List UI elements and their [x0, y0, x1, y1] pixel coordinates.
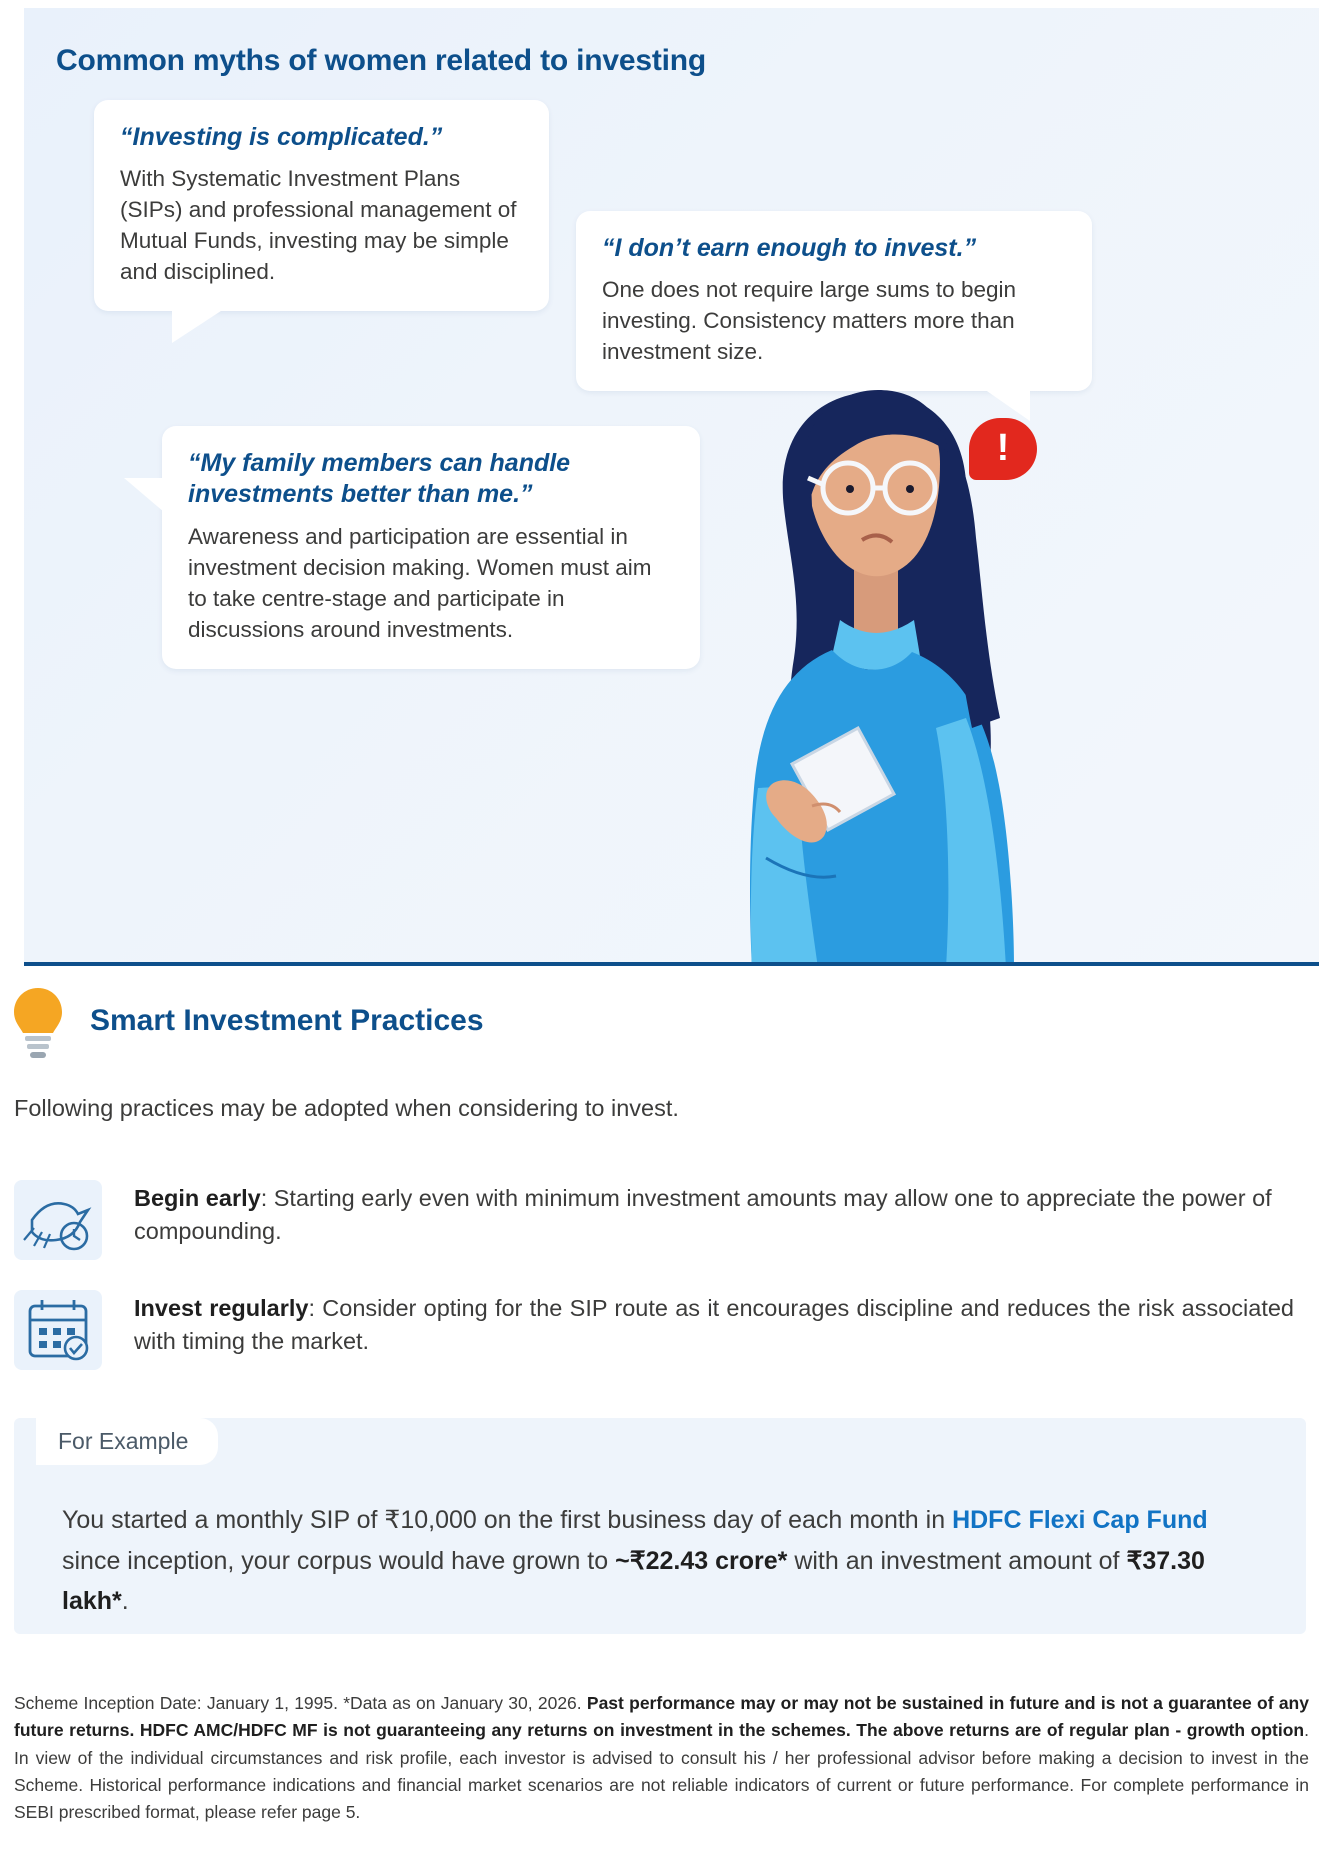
myth-answer: Awareness and participation are essential in investment decision making. Women must aim to take centre-stage and participate in discussions around investments. [188, 523, 652, 642]
practice-bold-label: Invest regularly [134, 1295, 309, 1321]
myth-bubble-3 [162, 426, 700, 669]
myth-answer: With Systematic Investment Plans (SIPs) and professional management of Mutual Funds, investing may be simple and disciplined. [120, 166, 517, 285]
fund-name: HDFC Flexi Cap Fund [952, 1506, 1208, 1534]
example-part2: since inception, your corpus would have grown to [62, 1546, 616, 1575]
example-body [62, 1500, 1272, 1622]
myth-bubble-2 [576, 211, 1092, 391]
bubble-tail [124, 478, 164, 512]
practice-bold-label: Begin early [134, 1185, 261, 1211]
myths-panel [24, 8, 1319, 966]
myth-quote: “Investing is complicated.” [120, 123, 443, 151]
footnote-disclaimer [14, 1690, 1309, 1826]
example-part1: You started a monthly SIP of ₹10,000 on the first business day of each month in [62, 1506, 953, 1534]
practice-body: : Starting early even with minimum investment amounts may allow one to appreciate the power of compounding. [134, 1185, 1272, 1245]
section-divider [24, 962, 1319, 966]
smart-practices-lead: Following practices may be adopted when considering to invest. [14, 1095, 679, 1121]
lightbulb-icon [12, 986, 64, 1062]
practice-text [134, 1180, 1304, 1249]
practice-text [134, 1290, 1294, 1359]
smart-practices-title: Smart Investment Practices [90, 1004, 484, 1037]
bird-clock-icon [14, 1180, 102, 1260]
example-part3: with an investment amount of [787, 1546, 1127, 1575]
myth-quote: “My family members can handle investments better than me.” [188, 449, 571, 509]
example-part4: . [121, 1587, 129, 1615]
myth-answer: One does not require large sums to begin investing. Consistency matters more than investment size. [602, 277, 1016, 365]
myth-bubble-1 [94, 100, 549, 311]
practice-body: : Consider opting for the SIP route as it encourages discipline and reduces the risk associated with timing the market. [134, 1295, 1294, 1355]
bubble-tail [172, 309, 224, 343]
myths-title: Common myths of women related to investing [56, 44, 707, 77]
calendar-check-icon [14, 1290, 102, 1370]
example-tab-label: For Example [36, 1418, 218, 1465]
footnote-text-2: . In view of the individual circumstances and risk profile, each investor is advised to consult his / her professional advisor before making a decision to invest in the Scheme. Historical performance indications and financial market scenarios are not reliable indicators of current or future performance. For complete performance in SEBI prescribed format, please refer page 5. [14, 1720, 1309, 1823]
invested-value: ₹37.30 lakh* [62, 1546, 1205, 1615]
exclamation-bubble: ! [969, 418, 1037, 480]
practice-item [14, 1290, 1304, 1370]
myth-quote: “I don’t earn enough to invest.” [602, 234, 977, 262]
corpus-value: ~₹22.43 crore* [615, 1546, 788, 1575]
woman-with-phone-illustration [714, 388, 1074, 966]
footnote-text-1: Scheme Inception Date: January 1, 1995. *Data as on January 30, 2026. [14, 1693, 587, 1713]
practice-item [14, 1180, 1304, 1260]
footnote-bold-1: Past performance may or may not be sustained in future and is not a guarantee of any future returns. HDFC AMC/HDFC MF is not guaranteeing any returns on investment in the schemes. The above returns are of regular plan - growth option [14, 1693, 1309, 1741]
